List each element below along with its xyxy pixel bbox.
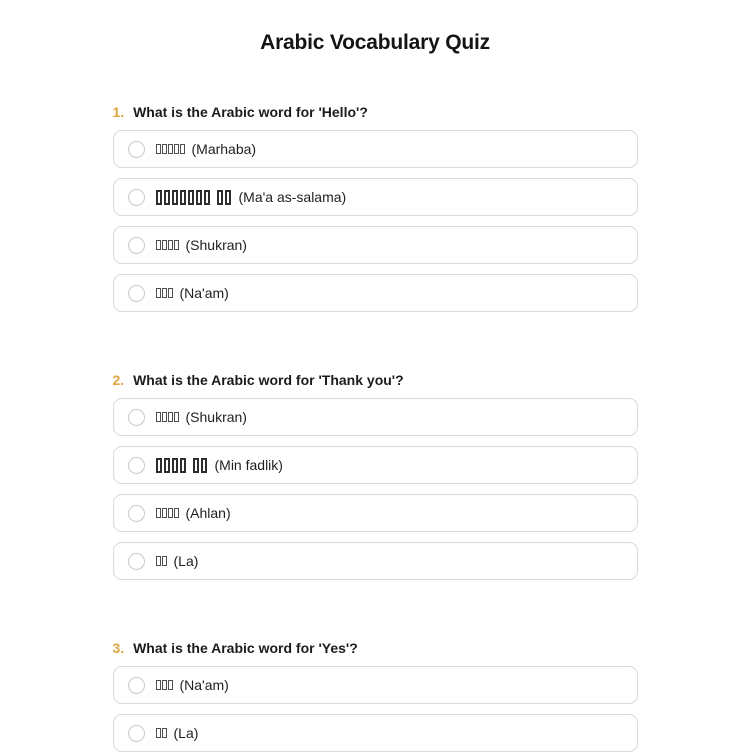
missing-glyph-box [204,190,210,205]
missing-glyph-box [168,288,173,298]
missing-glyph-group [156,144,186,154]
option-transliteration: (Na'am) [179,285,229,301]
missing-glyph-box [188,190,194,205]
missing-glyph-box [162,412,167,422]
missing-glyph-box [162,288,167,298]
missing-glyph-box [168,508,173,518]
answer-option[interactable] [113,446,638,484]
arabic-missing-glyphs [156,144,186,154]
option-content [156,456,283,474]
question-text: What is the Arabic word for 'Hello'? [129,104,368,120]
missing-glyph-box [174,412,179,422]
option-content [156,140,257,158]
options-list [113,666,638,752]
missing-glyph-group [156,288,174,298]
missing-glyph-box [156,728,161,738]
question-label [113,640,638,656]
question-block [113,640,638,752]
option-content [156,188,347,206]
missing-glyph-box [168,144,173,154]
missing-glyph-box [164,190,170,205]
option-transliteration: (Shukran) [185,237,247,253]
missing-glyph-box [180,190,186,205]
missing-glyph-box [168,412,173,422]
arabic-missing-glyphs [156,728,168,738]
radio-button-icon[interactable] [128,285,145,302]
option-transliteration: (Ahlan) [185,505,231,521]
missing-glyph-box [174,508,179,518]
answer-option[interactable] [113,494,638,532]
answer-option[interactable] [113,130,638,168]
option-content [156,676,229,694]
missing-glyph-box [156,190,162,205]
radio-button-icon[interactable] [128,457,145,474]
answer-option[interactable] [113,714,638,752]
radio-button-icon[interactable] [128,553,145,570]
missing-glyph-group [193,458,209,473]
missing-glyph-box [174,240,179,250]
missing-glyph-box [156,240,161,250]
question-number: 1. [112,104,125,120]
missing-glyph-box [162,680,167,690]
answer-option[interactable] [113,274,638,312]
radio-button-icon[interactable] [128,409,145,426]
answer-option[interactable] [113,666,638,704]
missing-glyph-box [156,458,162,473]
option-transliteration: (Ma'a as-salama) [238,189,347,205]
missing-glyph-box [172,190,178,205]
missing-glyph-box [162,728,167,738]
option-content [156,408,247,426]
question-text: What is the Arabic word for 'Yes'? [129,640,358,656]
question-number: 2. [112,372,125,388]
options-list [113,130,638,312]
option-transliteration: (La) [173,725,199,741]
options-list [113,398,638,580]
option-transliteration: (Na'am) [179,677,229,693]
question-block [113,372,638,580]
missing-glyph-box [156,288,161,298]
missing-glyph-box [162,144,167,154]
missing-glyph-box [156,144,161,154]
missing-glyph-box [162,240,167,250]
arabic-missing-glyphs [156,680,174,690]
option-transliteration: (La) [173,553,199,569]
question-block [113,104,638,312]
arabic-missing-glyphs [156,240,180,250]
answer-option[interactable] [113,398,638,436]
missing-glyph-box [174,144,179,154]
option-transliteration: (Marhaba) [191,141,257,157]
question-label [113,372,638,388]
missing-glyph-group [156,556,168,566]
missing-glyph-box [162,556,167,566]
missing-glyph-box [180,144,185,154]
missing-glyph-box [162,508,167,518]
missing-glyph-box [156,680,161,690]
arabic-missing-glyphs [156,458,209,473]
radio-button-icon[interactable] [128,677,145,694]
missing-glyph-group [156,680,174,690]
missing-glyph-box [201,458,207,473]
missing-glyph-group [156,412,180,422]
arabic-missing-glyphs [156,556,168,566]
missing-glyph-group [156,508,180,518]
radio-button-icon[interactable] [128,189,145,206]
missing-glyph-box [156,508,161,518]
missing-glyph-box [156,556,161,566]
radio-button-icon[interactable] [128,505,145,522]
arabic-missing-glyphs [156,508,180,518]
missing-glyph-group [156,728,168,738]
option-transliteration: (Min fadlik) [214,457,283,473]
quiz-page [113,0,638,752]
missing-glyph-box [196,190,202,205]
radio-button-icon[interactable] [128,725,145,742]
option-content [156,236,247,254]
questions-list [113,104,638,752]
missing-glyph-group [156,190,212,205]
option-content [156,552,199,570]
missing-glyph-group [156,240,180,250]
answer-option[interactable] [113,178,638,216]
answer-option[interactable] [113,542,638,580]
question-number: 3. [112,640,125,656]
radio-button-icon[interactable] [128,237,145,254]
option-content [156,284,229,302]
missing-glyph-box [225,190,231,205]
missing-glyph-group [217,190,233,205]
missing-glyph-box [172,458,178,473]
missing-glyph-box [217,190,223,205]
missing-glyph-group [156,458,188,473]
arabic-missing-glyphs [156,288,174,298]
arabic-missing-glyphs [156,412,180,422]
question-label [113,104,638,120]
radio-button-icon[interactable] [128,141,145,158]
missing-glyph-box [164,458,170,473]
missing-glyph-box [168,680,173,690]
option-transliteration: (Shukran) [185,409,247,425]
page-title: Arabic Vocabulary Quiz [260,31,490,54]
question-text: What is the Arabic word for 'Thank you'? [129,372,404,388]
missing-glyph-box [168,240,173,250]
missing-glyph-box [156,412,161,422]
arabic-missing-glyphs [156,190,233,205]
missing-glyph-box [180,458,186,473]
missing-glyph-box [193,458,199,473]
answer-option[interactable] [113,226,638,264]
option-content [156,724,199,742]
option-content [156,504,231,522]
